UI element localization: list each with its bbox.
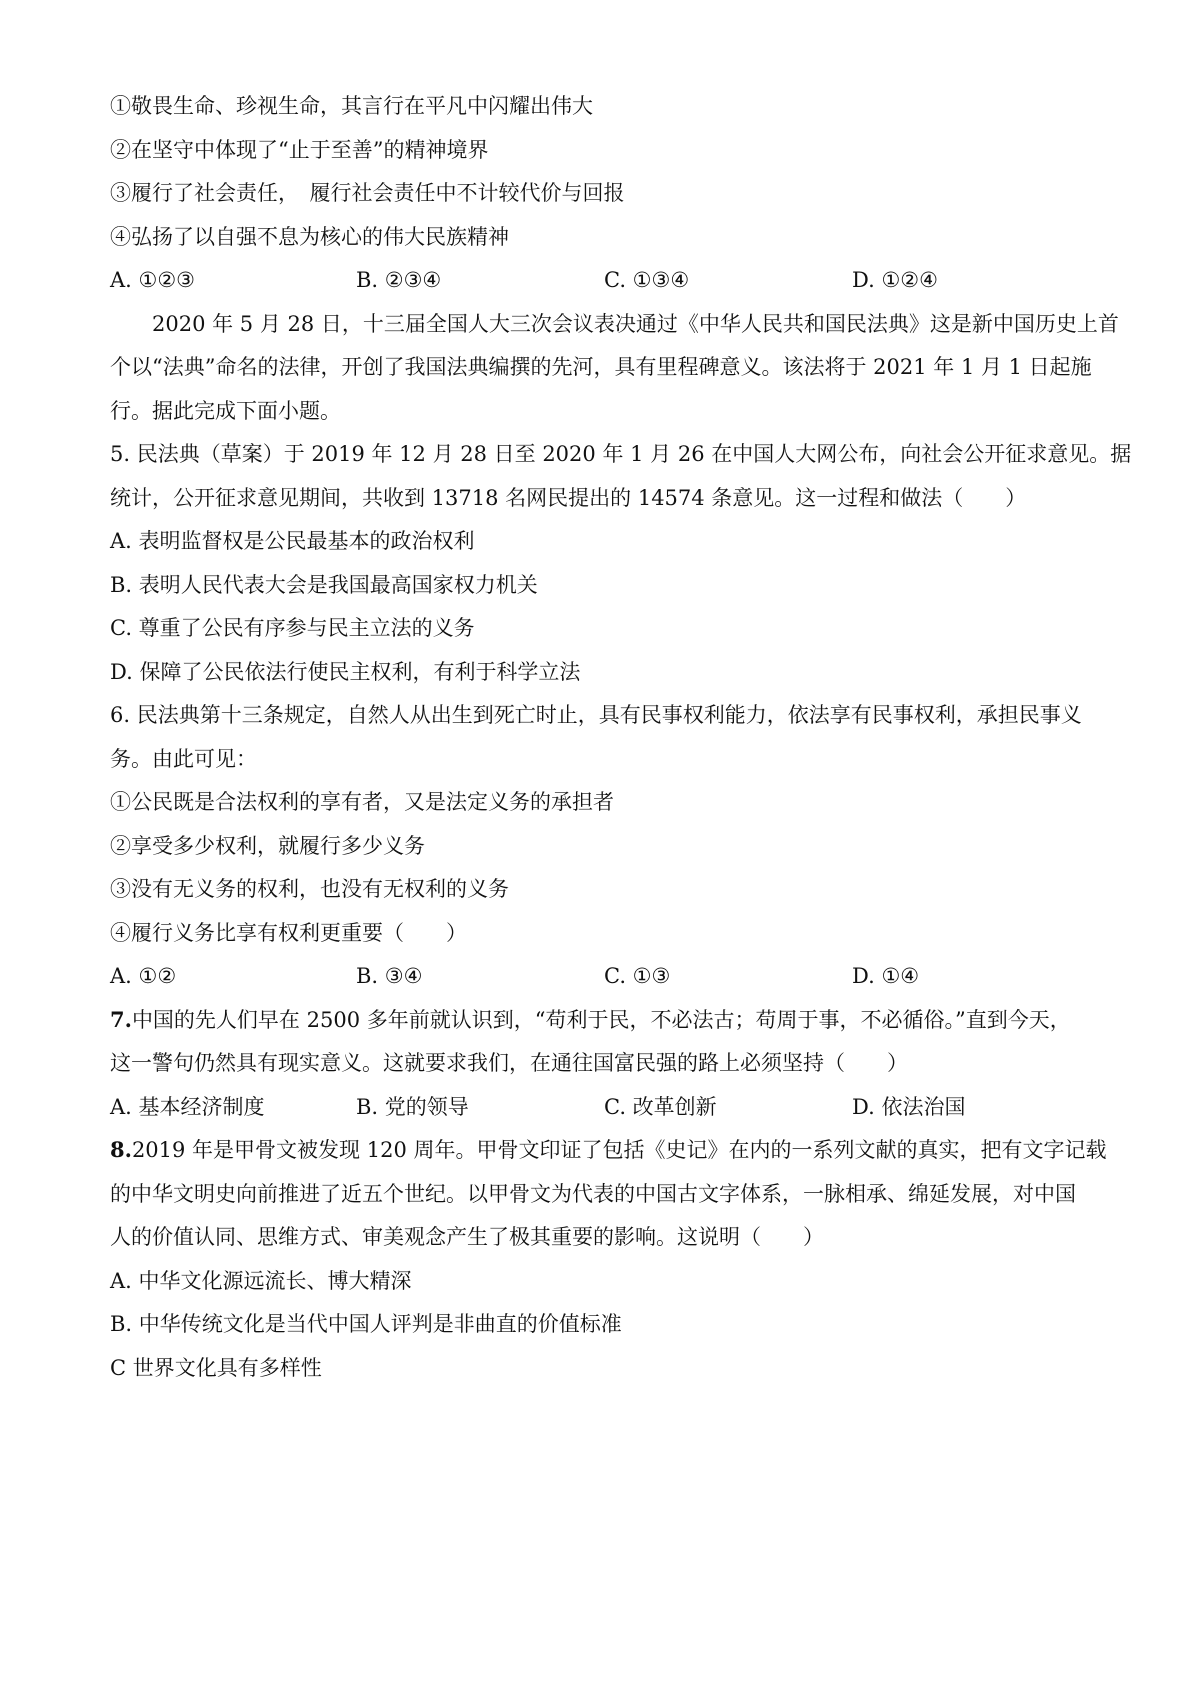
q4-option-c: C. ①③④ xyxy=(604,268,690,292)
q7-number: 7. xyxy=(110,1007,132,1032)
q7-stem-line-2: 这一警句仍然具有现实意义。这就要求我们，在通往国富民强的路上必须坚持（ ） xyxy=(110,1051,908,1075)
passage-line-3: 行。据此完成下面小题。 xyxy=(110,399,341,423)
q7-stem-text: 中国的先人们早在 2500 多年前就认识到，“苟利于民，不必法古；苟周于事，不必循俗。”直到今天， xyxy=(131,1008,1071,1032)
q7-option-a: A. 基本经济制度 xyxy=(110,1095,265,1119)
q5-option-b: B. 表明人民代表大会是我国最高国家权力机关 xyxy=(110,573,538,597)
passage-line-1: 2020 年 5 月 28 日，十三届全国人大三次会议表决通过《中华人民共和国民法典》这是新中国历史上首 xyxy=(152,312,1119,336)
passage-line-2: 个以“法典”命名的法律，开创了我国法典编撰的先河，具有里程碑意义。该法将于 2021 年 1 月 1 日起施 xyxy=(110,355,1092,379)
q6-stem-line-2: 务。由此可见： xyxy=(110,747,257,771)
q8-stem-line-2: 的中华文明史向前推进了近五个世纪。以甲骨文为代表的中国古文字体系，一脉相承、绵延发展，对中国 xyxy=(110,1182,1076,1206)
q7-option-d: D. 依法治国 xyxy=(852,1095,966,1119)
q4-item-4: ④弘扬了以自强不息为核心的伟大民族精神 xyxy=(110,225,509,249)
q5-option-a: A. 表明监督权是公民最基本的政治权利 xyxy=(110,529,475,553)
q6-item-3: ③没有无义务的权利，也没有无权利的义务 xyxy=(110,877,509,901)
q6-option-c: C. ①③ xyxy=(604,964,671,988)
q8-stem-line-3: 人的价值认同、思维方式、审美观念产生了极其重要的影响。这说明（ ） xyxy=(110,1225,824,1249)
q5-option-c: C. 尊重了公民有序参与民主立法的义务 xyxy=(110,616,475,640)
q7-option-c: C. 改革创新 xyxy=(604,1095,717,1119)
q6-item-4: ④履行义务比享有权利更重要（ ） xyxy=(110,921,467,945)
q6-option-d: D. ①④ xyxy=(852,964,920,988)
q4-option-d: D. ①②④ xyxy=(852,268,938,292)
q5-option-d: D. 保障了公民依法行使民主权利，有利于科学立法 xyxy=(110,660,581,684)
q5-stem-line-2: 统计，公开征求意见期间，共收到 13718 名网民提出的 14574 条意见。这一过程和做法（ ） xyxy=(110,486,1027,510)
q6-option-a: A. ①② xyxy=(110,964,177,988)
q8-option-a: A. 中华文化源远流长、博大精深 xyxy=(110,1269,412,1293)
q4-item-3: ③履行了社会责任， 履行社会责任中不计较代价与回报 xyxy=(110,181,625,205)
q6-stem-line-1: 6. 民法典第十三条规定，自然人从出生到死亡时止，具有民事权利能力，依法享有民事权利，承担民事义 xyxy=(110,703,1082,727)
q7-stem-line-1 xyxy=(110,1005,1071,1035)
q4-option-b: B. ②③④ xyxy=(356,268,442,292)
q5-stem-line-1: 5. 民法典（草案）于 2019 年 12 月 28 日至 2020 年 1 月 26 在中国人大网公布，向社会公开征求意见。据 xyxy=(110,442,1132,466)
q4-option-a: A. ①②③ xyxy=(110,268,195,292)
q4-item-2: ②在坚守中体现了“止于至善”的精神境界 xyxy=(110,138,489,162)
q4-options xyxy=(110,265,1110,295)
q8-option-c: C 世界文化具有多样性 xyxy=(110,1356,322,1380)
q6-item-1: ①公民既是合法权利的享有者，又是法定义务的承担者 xyxy=(110,790,614,814)
q8-stem-line-1 xyxy=(110,1135,1107,1165)
q8-stem-text: 2019 年是甲骨文被发现 120 周年。甲骨文印证了包括《史记》在内的一系列文献的真实，把有文字记载 xyxy=(131,1138,1107,1162)
q7-options xyxy=(110,1092,1110,1122)
q7-option-b: B. 党的领导 xyxy=(356,1095,469,1119)
q6-options xyxy=(110,961,1110,991)
q8-number: 8. xyxy=(110,1137,132,1162)
q8-option-b: B. 中华传统文化是当代中国人评判是非曲直的价值标准 xyxy=(110,1312,622,1336)
q6-option-b: B. ③④ xyxy=(356,964,423,988)
q6-item-2: ②享受多少权利，就履行多少义务 xyxy=(110,834,425,858)
q4-item-1: ①敬畏生命、珍视生命，其言行在平凡中闪耀出伟大 xyxy=(110,94,593,118)
